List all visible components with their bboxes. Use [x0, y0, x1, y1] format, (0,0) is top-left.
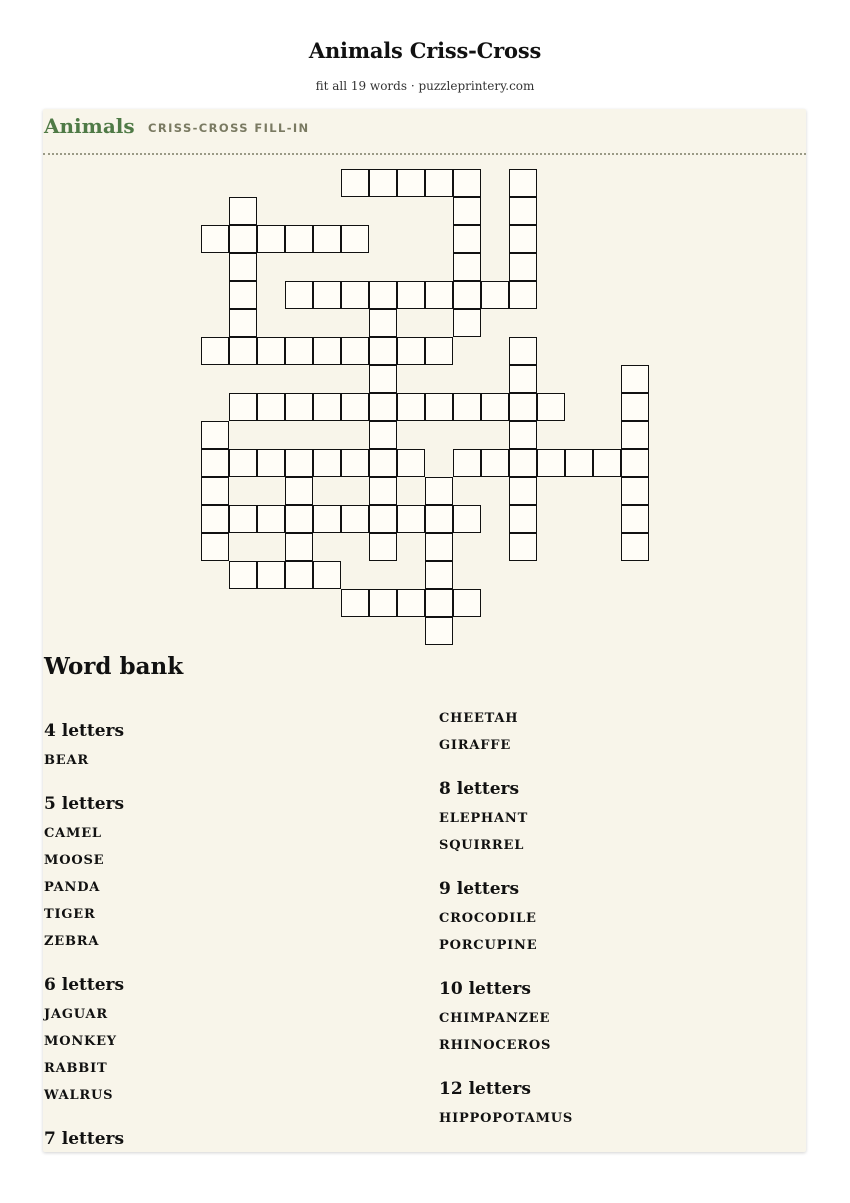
grid-cell[interactable]: [341, 393, 369, 421]
grid-cell[interactable]: [257, 449, 285, 477]
word-bank-word: CAMEL: [44, 826, 102, 841]
grid-cell[interactable]: [621, 393, 649, 421]
grid-cell[interactable]: [621, 449, 649, 477]
grid-cell[interactable]: [341, 505, 369, 533]
grid-cell[interactable]: [285, 561, 313, 589]
puzzle-panel: [43, 109, 806, 1152]
word-bank-word: PANDA: [44, 880, 101, 895]
word-group-heading: 6 letters: [44, 975, 125, 995]
grid-cell[interactable]: [229, 449, 257, 477]
section-subtitle: CRISS-CROSS FILL-IN: [148, 121, 310, 135]
grid-cell[interactable]: [201, 449, 229, 477]
grid-cell[interactable]: [313, 449, 341, 477]
grid-cell[interactable]: [229, 505, 257, 533]
grid-cell[interactable]: [285, 281, 313, 309]
crossword-grid: [43, 109, 806, 669]
grid-cell[interactable]: [397, 169, 425, 197]
grid-cell[interactable]: [453, 309, 481, 337]
grid-cell[interactable]: [509, 225, 537, 253]
grid-cell[interactable]: [397, 449, 425, 477]
word-bank-word: JAGUAR: [44, 1007, 108, 1022]
grid-cell[interactable]: [229, 561, 257, 589]
grid-cell[interactable]: [369, 169, 397, 197]
grid-cell[interactable]: [453, 169, 481, 197]
word-bank-word: RHINOCEROS: [439, 1038, 552, 1053]
grid-cell[interactable]: [509, 505, 537, 533]
grid-cell[interactable]: [537, 449, 565, 477]
grid-cell[interactable]: [621, 477, 649, 505]
grid-cell[interactable]: [509, 477, 537, 505]
grid-cell[interactable]: [621, 533, 649, 561]
grid-cell[interactable]: [509, 197, 537, 225]
word-bank-word: ELEPHANT: [439, 811, 529, 826]
grid-cell[interactable]: [369, 309, 397, 337]
grid-cell[interactable]: [453, 281, 481, 309]
grid-cell[interactable]: [509, 421, 537, 449]
grid-cell[interactable]: [313, 337, 341, 365]
word-bank-word: HIPPOPOTAMUS: [439, 1111, 574, 1126]
grid-cell[interactable]: [509, 393, 537, 421]
grid-cell[interactable]: [425, 169, 453, 197]
grid-cell[interactable]: [369, 449, 397, 477]
grid-cell[interactable]: [341, 225, 369, 253]
grid-cell[interactable]: [285, 393, 313, 421]
grid-cell[interactable]: [201, 533, 229, 561]
word-bank-word: MOOSE: [44, 853, 105, 868]
grid-cell[interactable]: [397, 505, 425, 533]
grid-cell[interactable]: [257, 225, 285, 253]
grid-cell[interactable]: [229, 225, 257, 253]
grid-cell[interactable]: [341, 169, 369, 197]
word-bank-word: MONKEY: [44, 1034, 117, 1049]
grid-cell[interactable]: [369, 393, 397, 421]
grid-cell[interactable]: [425, 561, 453, 589]
word-bank-word: CROCODILE: [439, 911, 537, 926]
grid-cell[interactable]: [285, 505, 313, 533]
word-bank-word: RABBIT: [44, 1061, 108, 1076]
grid-cell[interactable]: [621, 365, 649, 393]
grid-cell[interactable]: [453, 505, 481, 533]
grid-cell[interactable]: [369, 589, 397, 617]
grid-cell[interactable]: [229, 309, 257, 337]
grid-cell[interactable]: [257, 337, 285, 365]
grid-cell[interactable]: [229, 281, 257, 309]
grid-cell[interactable]: [425, 505, 453, 533]
grid-cell[interactable]: [593, 449, 621, 477]
grid-cell[interactable]: [313, 561, 341, 589]
grid-cell[interactable]: [397, 281, 425, 309]
grid-cell[interactable]: [257, 393, 285, 421]
grid-cell[interactable]: [481, 281, 509, 309]
word-bank-word: WALRUS: [44, 1088, 114, 1103]
word-group-heading: 7 letters: [44, 1129, 125, 1149]
grid-cell[interactable]: [313, 281, 341, 309]
word-bank-title: Word bank: [44, 653, 184, 680]
word-bank-word: BEAR: [44, 753, 89, 768]
word-group-heading: 12 letters: [439, 1079, 531, 1099]
grid-cell[interactable]: [453, 197, 481, 225]
grid-cell[interactable]: [537, 393, 565, 421]
grid-cell[interactable]: [425, 281, 453, 309]
grid-cell[interactable]: [285, 337, 313, 365]
grid-cell[interactable]: [257, 561, 285, 589]
grid-cell[interactable]: [425, 589, 453, 617]
grid-cell[interactable]: [509, 533, 537, 561]
grid-cell[interactable]: [425, 533, 453, 561]
grid-cell[interactable]: [453, 225, 481, 253]
grid-cell[interactable]: [229, 393, 257, 421]
grid-cell[interactable]: [285, 449, 313, 477]
grid-cell[interactable]: [201, 505, 229, 533]
grid-cell[interactable]: [453, 253, 481, 281]
grid-cell[interactable]: [621, 421, 649, 449]
grid-cell[interactable]: [425, 337, 453, 365]
page-title: Animals Criss-Cross: [308, 38, 542, 63]
grid-cell[interactable]: [369, 337, 397, 365]
grid-cell[interactable]: [229, 253, 257, 281]
grid-cell[interactable]: [565, 449, 593, 477]
grid-cell[interactable]: [509, 281, 537, 309]
grid-cell[interactable]: [369, 421, 397, 449]
grid-cell[interactable]: [369, 505, 397, 533]
grid-cell[interactable]: [425, 617, 453, 645]
grid-cell[interactable]: [509, 449, 537, 477]
grid-cell[interactable]: [369, 477, 397, 505]
word-bank-word: PORCUPINE: [439, 938, 538, 953]
grid-cell[interactable]: [509, 365, 537, 393]
section-title: Animals: [44, 114, 135, 138]
grid-cell[interactable]: [397, 589, 425, 617]
grid-cell[interactable]: [313, 225, 341, 253]
grid-cell[interactable]: [453, 449, 481, 477]
grid-cell[interactable]: [453, 393, 481, 421]
grid-cell[interactable]: [621, 505, 649, 533]
grid-cell[interactable]: [341, 589, 369, 617]
grid-cell[interactable]: [425, 393, 453, 421]
grid-cell[interactable]: [425, 477, 453, 505]
grid-cell[interactable]: [229, 197, 257, 225]
word-bank-word: TIGER: [44, 907, 96, 922]
word-group-heading: 8 letters: [439, 779, 520, 799]
grid-cell[interactable]: [229, 337, 257, 365]
grid-cell[interactable]: [257, 505, 285, 533]
grid-cell[interactable]: [369, 365, 397, 393]
word-bank-word: CHIMPANZEE: [439, 1011, 551, 1026]
grid-cell[interactable]: [313, 505, 341, 533]
grid-cell[interactable]: [285, 477, 313, 505]
word-group-heading: 10 letters: [439, 979, 531, 999]
word-group-heading: 4 letters: [44, 721, 125, 741]
grid-cell[interactable]: [201, 337, 229, 365]
page-subtitle: fit all 19 words · puzzleprintery.com: [315, 79, 535, 93]
grid-cell[interactable]: [481, 449, 509, 477]
grid-cell[interactable]: [341, 337, 369, 365]
word-bank-word: SQUIRREL: [439, 838, 525, 853]
grid-cell[interactable]: [397, 393, 425, 421]
grid-cell[interactable]: [369, 533, 397, 561]
grid-cell[interactable]: [509, 169, 537, 197]
grid-cell[interactable]: [369, 281, 397, 309]
word-bank-word: GIRAFFE: [439, 738, 512, 753]
grid-cell[interactable]: [397, 337, 425, 365]
grid-cell[interactable]: [341, 281, 369, 309]
grid-cell[interactable]: [313, 393, 341, 421]
grid-cell[interactable]: [453, 589, 481, 617]
word-bank-word: CHEETAH: [439, 711, 519, 726]
grid-cell[interactable]: [509, 253, 537, 281]
word-group-heading: 5 letters: [44, 794, 125, 814]
grid-cell[interactable]: [341, 449, 369, 477]
grid-cell[interactable]: [201, 421, 229, 449]
grid-cell[interactable]: [509, 337, 537, 365]
grid-cell[interactable]: [201, 225, 229, 253]
grid-cell[interactable]: [285, 533, 313, 561]
grid-cell[interactable]: [285, 225, 313, 253]
word-group-heading: 9 letters: [439, 879, 520, 899]
word-bank-word: ZEBRA: [44, 934, 100, 949]
grid-cell[interactable]: [481, 393, 509, 421]
grid-cell[interactable]: [201, 477, 229, 505]
